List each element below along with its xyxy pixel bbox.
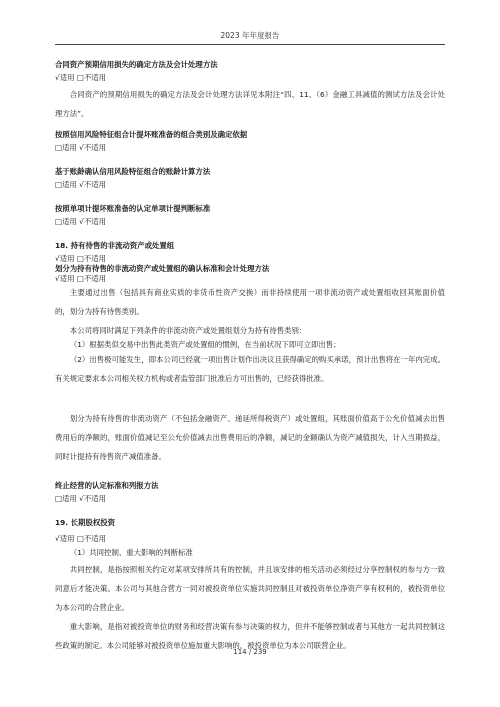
check-credit-risk-portfolio: □适用 √不适用 bbox=[55, 143, 106, 152]
para-joint-control: 共同控制，是指按照相关约定对某项安排所共有的控制，并且该安排的相关活动必须经过分享控制权的参与方一致同意后才能决策。本公司与其他合营方一同对被投资单位实施共同控制且对被投资单位净资产享有权利的，被投资单位为本公司的合营企业。 bbox=[55, 565, 445, 612]
check-individual-provision: □适用 √不适用 bbox=[55, 217, 106, 226]
subheading-held-for-sale: 划分为持有待售的非流动资产或处置组的确认标准和会计处理方法 bbox=[55, 264, 270, 273]
report-header: 2023 年年度报告 bbox=[220, 31, 280, 40]
para-held-for-sale-5: 划分为持有待售的非流动资产（不包括金融资产、递延所得税资产）或处置组，其账面价值高于公允价值减去出售费用后的净额的，账面价值减记至公允价值减去出售费用后的净额，减记的金额确认为资产减值损失，计入当期损益，同时计提持有待售资产减值准备。 bbox=[55, 414, 445, 461]
check-contract-assets: √适用 □不适用 bbox=[55, 73, 106, 82]
para-held-for-sale-3: （1）根据类似交易中出售此类资产或处置组的惯例，在当前状况下即可立即出售； bbox=[69, 340, 341, 349]
page-number: 114 / 239 bbox=[233, 648, 267, 656]
para-held-for-sale-2: 本公司将同时满足下列条件的非流动资产或处置组划分为持有待售类别： bbox=[69, 326, 307, 335]
check-long-term-equity: √适用 □不适用 bbox=[55, 534, 106, 543]
heading-discontinued-operations: 终止经营的认定标准和列报方法 bbox=[55, 481, 159, 490]
para-held-for-sale-1: 主要通过出售（包括具有商业实质的非货币性资产交换）而非持续使用一项非流动资产或处置组收回其账面价值的，划分为持有待售类别。 bbox=[55, 288, 445, 316]
para-significant-influence: 重大影响，是指对被投资单位的财务和经营决策有参与决策的权力，但并不能够控制或者与其他方一起共同控制这些政策的制定。本公司能够对被投资单位施加重大影响的，被投资单位为本公司联营企业。 bbox=[55, 622, 445, 650]
check-discontinued-operations: □适用 √不适用 bbox=[55, 494, 106, 503]
heading-long-term-equity: 19. 长期股权投资 bbox=[55, 518, 116, 527]
check-aging-method: □适用 √不适用 bbox=[55, 180, 106, 189]
subheading-joint-control: （1）共同控制、重大影响的判断标准 bbox=[69, 548, 193, 557]
heading-credit-risk-portfolio: 按照信用风险特征组合计提坏账准备的组合类别及确定依据 bbox=[55, 130, 248, 139]
header-divider bbox=[55, 44, 445, 45]
para-contract-assets: 合同资产的预期信用损失的确定方法及会计处理方法详见本附注“四、11、（6）金融工具减值的测试方法及会计处理方法”。 bbox=[55, 90, 445, 118]
heading-held-for-sale: 18. 持有待售的非流动资产或处置组 bbox=[55, 241, 175, 250]
check-held-for-sale: √适用 □不适用 bbox=[55, 254, 106, 263]
subcheck-held-for-sale: √适用 □不适用 bbox=[55, 274, 106, 283]
heading-aging-method: 基于账龄确认信用风险特征组合的账龄计算方法 bbox=[55, 167, 211, 176]
para-held-for-sale-4: （2）出售极可能发生，即本公司已经就一项出售计划作出决议且获得确定的购买承诺，预计出售将在一年内完成。有关规定要求本公司相关权力机构或者监管部门批准后方可出售的，已经获得批准。 bbox=[55, 355, 445, 383]
heading-individual-provision: 按照单项计提坏账准备的认定单项计提判断标准 bbox=[55, 204, 211, 213]
heading-contract-assets: 合同资产预期信用损失的确定方法及会计处理方法 bbox=[55, 60, 218, 69]
